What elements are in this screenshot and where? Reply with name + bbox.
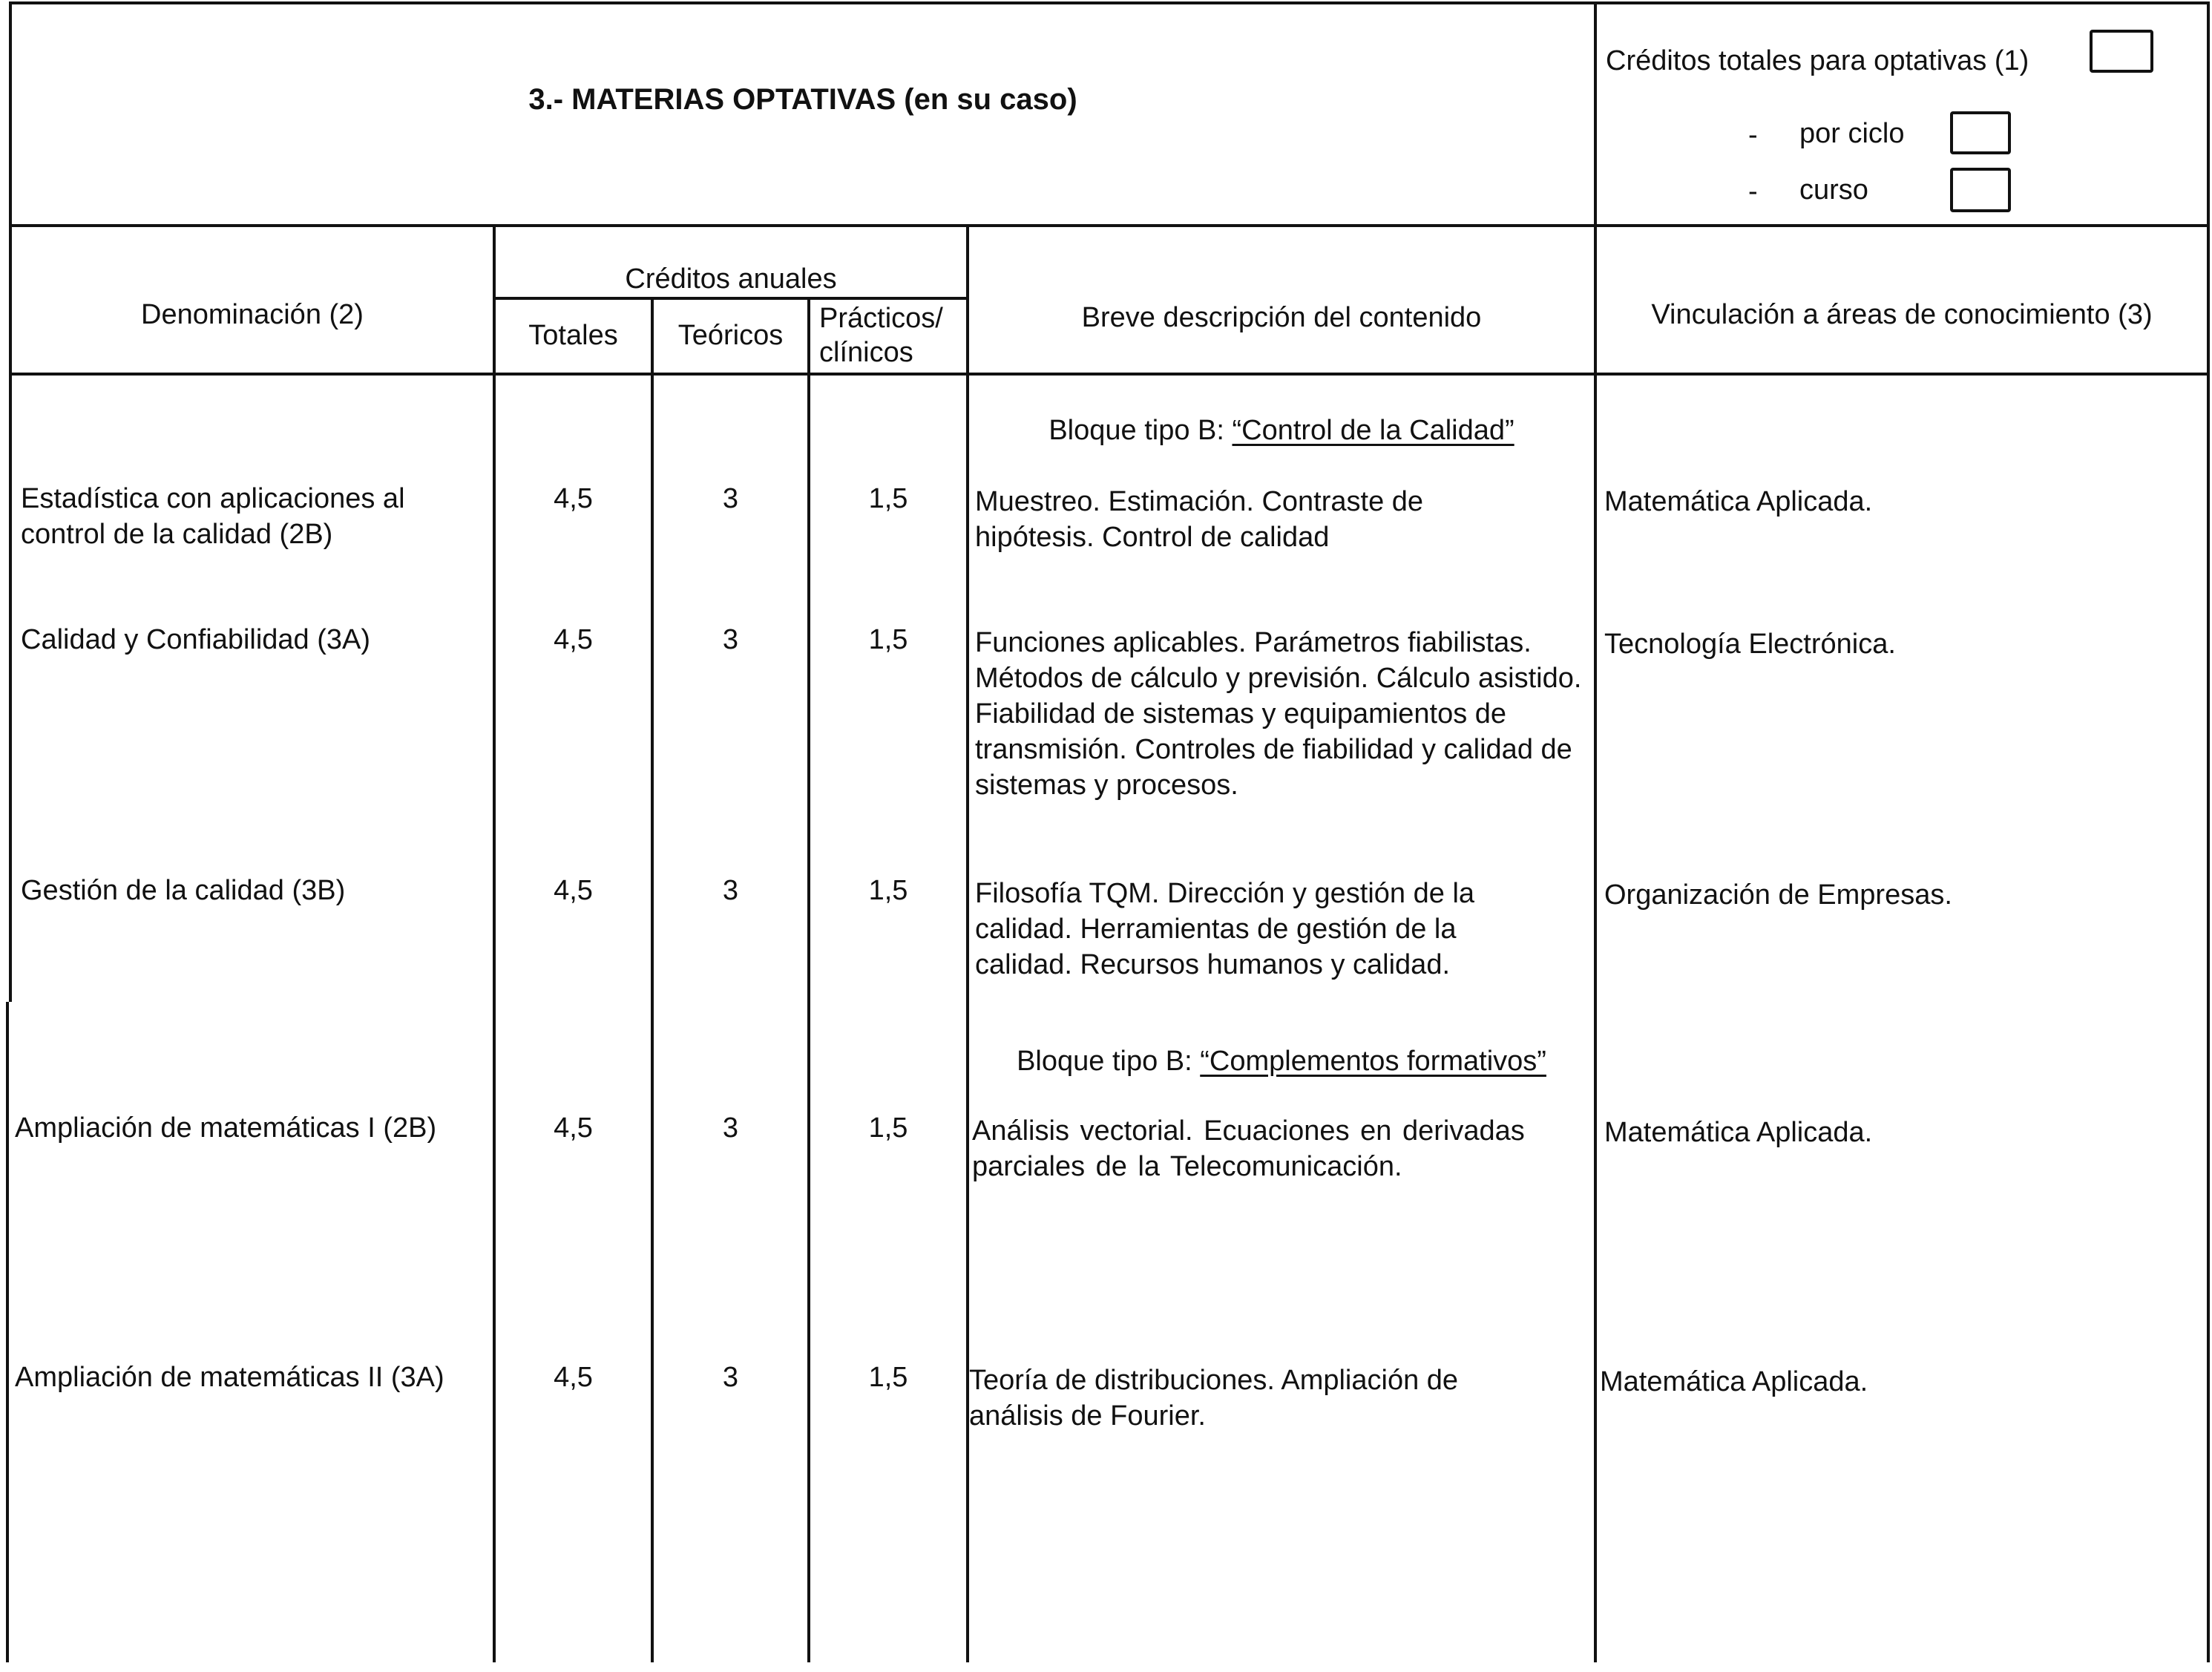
row-vinculacion: Matemática Aplicada.: [1600, 1366, 1868, 1397]
row-vinculacion: Matemática Aplicada.: [1604, 1117, 1873, 1148]
col-divider-denominacion: [493, 224, 496, 1662]
row-descripcion: Teoría de distribuciones. Ampliación de análisis de Fourier.: [969, 1365, 1459, 1432]
col-header-totales: Totales: [528, 320, 618, 351]
row-vinculacion: Tecnología Electrónica.: [1604, 629, 1896, 660]
row-descripcion: Análisis vectorial. Ecuaciones en derivadas parciales de la Telecomunicación.: [972, 1115, 1525, 1182]
creditos-totales-label: Créditos totales para optativas (1): [1606, 45, 2029, 76]
curso-box[interactable]: [1950, 168, 2011, 212]
row-teoricos: 3: [722, 875, 739, 906]
row-descripcion: Filosofía TQM. Dirección y gestión de la calidad. Herramientas de gestión de la calidad. Recursos humanos y calidad.: [975, 878, 1475, 980]
curso-dash: -: [1748, 176, 1758, 207]
por-ciclo-box[interactable]: [1950, 111, 2011, 154]
row-practicos: 1,5: [868, 875, 908, 906]
col-header-denominacion: Denominación (2): [141, 299, 364, 330]
row-vinculacion: Organización de Empresas.: [1604, 879, 1952, 911]
row-practicos: 1,5: [868, 624, 908, 655]
block-prefix: Bloque tipo B:: [1048, 415, 1233, 446]
creditos-totales-box[interactable]: [2090, 30, 2153, 73]
col-divider-descripcion: [1594, 1, 1597, 1662]
row-totales: 4,5: [554, 1112, 593, 1144]
block-title: [969, 1043, 1594, 1079]
row-practicos: 1,5: [868, 483, 908, 514]
col-header-practicos: Prácticos/ clínicos: [819, 303, 943, 368]
row-vinculacion: Matemática Aplicada.: [1604, 486, 1873, 517]
right-border: [2207, 1, 2210, 1662]
row-totales: 4,5: [554, 624, 593, 655]
left-border-lower: [6, 1002, 9, 1662]
col-header-vinculacion: Vinculación a áreas de conocimiento (3): [1651, 299, 2153, 330]
top-border: [9, 1, 2210, 4]
row-teoricos: 3: [722, 1362, 739, 1393]
por-ciclo-label: por ciclo: [1799, 118, 1905, 149]
header-bottom-rule: [9, 224, 2210, 227]
page-title: 3.- MATERIAS OPTATIVAS (en su caso): [528, 83, 1077, 116]
row-totales: 4,5: [554, 1362, 593, 1393]
block-prefix: Bloque tipo B:: [1017, 1046, 1201, 1077]
row-denominacion: Ampliación de matemáticas II (3A): [15, 1362, 444, 1393]
por-ciclo-dash: -: [1748, 119, 1758, 151]
row-totales: 4,5: [554, 483, 593, 514]
col-header-creditos-anuales: Créditos anuales: [625, 263, 837, 295]
row-teoricos: 3: [722, 1112, 739, 1144]
row-teoricos: 3: [722, 483, 739, 514]
row-practicos: 1,5: [868, 1112, 908, 1144]
column-header-bottom-rule: [9, 373, 2210, 376]
row-denominacion: Gestión de la calidad (3B): [21, 875, 346, 906]
left-border: [9, 1, 12, 1002]
col-header-descripcion: Breve descripción del contenido: [1081, 302, 1482, 333]
row-totales: 4,5: [554, 875, 593, 906]
row-denominacion: Estadística con aplicaciones al control de la calidad (2B): [21, 483, 405, 550]
creditos-anuales-rule: [494, 297, 968, 300]
row-descripcion: Muestreo. Estimación. Contraste de hipótesis. Control de calidad: [975, 486, 1424, 553]
row-practicos: 1,5: [868, 1362, 908, 1393]
row-denominacion: Ampliación de matemáticas I (2B): [15, 1112, 437, 1144]
row-denominacion: Calidad y Confiabilidad (3A): [21, 624, 371, 655]
col-header-teoricos: Teóricos: [677, 320, 784, 351]
block-name: “Complementos formativos”: [1200, 1046, 1546, 1077]
curso-label: curso: [1799, 174, 1868, 206]
row-teoricos: 3: [722, 624, 739, 655]
row-descripcion: Funciones aplicables. Parámetros fiabilistas. Métodos de cálculo y previsión. Cálculo asistido. Fiabilidad de sistemas y equipamientos de transmisión. Controles de fiabilidad y calidad de sistemas y procesos.: [975, 627, 1582, 801]
block-title: [969, 413, 1594, 448]
block-name: “Control de la Calidad”: [1232, 415, 1514, 446]
